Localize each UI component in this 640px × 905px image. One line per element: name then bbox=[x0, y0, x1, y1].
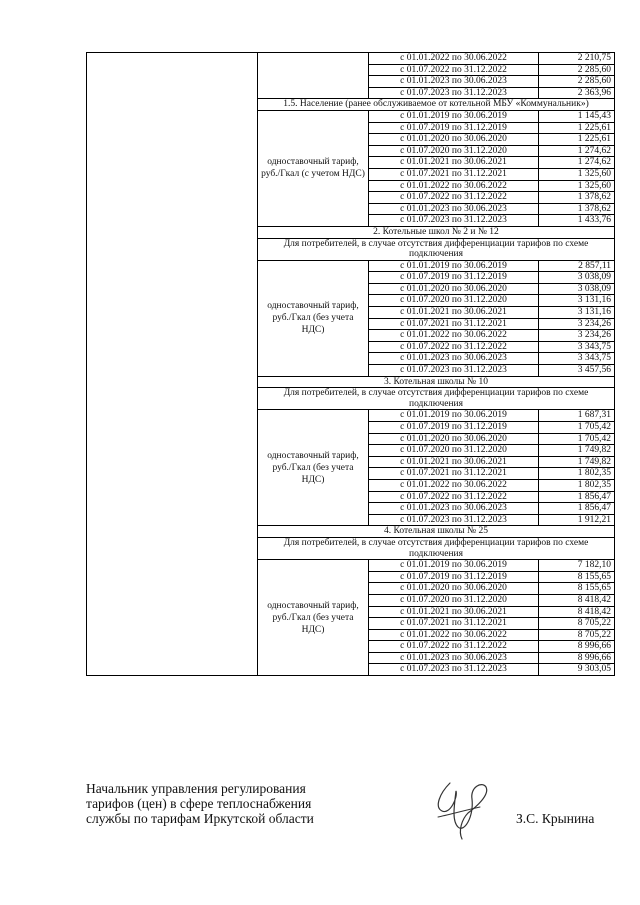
tariff-value-cell: 3 457,56 bbox=[539, 365, 615, 377]
period-cell: с 01.01.2019 по 30.06.2019 bbox=[369, 260, 539, 272]
tariff-value-cell: 2 285,60 bbox=[539, 76, 615, 88]
section-header: Для потребителей, в случае отсутствия дифференциации тарифов по схеме подключения bbox=[258, 238, 615, 260]
section-header: Для потребителей, в случае отсутствия дифференциации тарифов по схеме подключения bbox=[258, 537, 615, 559]
tariff-value-cell: 1 749,82 bbox=[539, 445, 615, 457]
tariff-value-cell: 1 378,62 bbox=[539, 203, 615, 215]
tariff-value-cell: 8 155,65 bbox=[539, 571, 615, 583]
period-cell: с 01.07.2022 по 31.12.2022 bbox=[369, 341, 539, 353]
tariff-value-cell: 3 038,09 bbox=[539, 283, 615, 295]
period-cell: с 01.07.2019 по 31.12.2019 bbox=[369, 272, 539, 284]
tariff-value-cell: 1 325,60 bbox=[539, 180, 615, 192]
tariff-value-cell: 1 856,47 bbox=[539, 503, 615, 515]
period-cell: с 01.01.2022 по 30.06.2022 bbox=[369, 629, 539, 641]
period-cell: с 01.01.2019 по 30.06.2019 bbox=[369, 560, 539, 572]
signatory-title-line: тарифов (цен) в сфере теплоснабжения bbox=[86, 796, 312, 811]
period-cell: с 01.01.2023 по 30.06.2023 bbox=[369, 652, 539, 664]
tariff-value-cell: 7 182,10 bbox=[539, 560, 615, 572]
period-cell: с 01.07.2020 по 31.12.2020 bbox=[369, 295, 539, 307]
tariff-value-cell: 8 418,42 bbox=[539, 606, 615, 618]
period-cell: с 01.01.2023 по 30.06.2023 bbox=[369, 353, 539, 365]
section-header: 1.5. Население (ранее обслуживаемое от котельной МБУ «Коммунальник») bbox=[258, 99, 615, 111]
signatory-title-line: Начальник управления регулирования bbox=[86, 781, 306, 796]
tariff-value-cell: 1 325,60 bbox=[539, 168, 615, 180]
period-cell: с 01.01.2023 по 30.06.2023 bbox=[369, 76, 539, 88]
handwritten-signature bbox=[428, 777, 498, 843]
tariff-value-cell: 3 234,26 bbox=[539, 330, 615, 342]
period-cell: с 01.01.2020 по 30.06.2020 bbox=[369, 283, 539, 295]
signature-block bbox=[86, 781, 595, 851]
tariff-value-cell: 1 802,35 bbox=[539, 468, 615, 480]
tariff-value-cell: 8 418,42 bbox=[539, 594, 615, 606]
tariff-type-label: одноставочный тариф, руб./Гкал (с учетом НДС) bbox=[258, 110, 369, 226]
tariff-value-cell: 2 210,75 bbox=[539, 53, 615, 65]
tariff-value-cell: 1 145,43 bbox=[539, 110, 615, 122]
period-cell: с 01.01.2022 по 30.06.2022 bbox=[369, 479, 539, 491]
period-cell: с 01.07.2023 по 31.12.2023 bbox=[369, 215, 539, 227]
period-cell: с 01.07.2022 по 31.12.2022 bbox=[369, 491, 539, 503]
period-cell: с 01.01.2023 по 30.06.2023 bbox=[369, 503, 539, 515]
tariff-value-cell: 1 912,21 bbox=[539, 514, 615, 526]
tariff-value-cell: 8 155,65 bbox=[539, 583, 615, 595]
blank-left-column bbox=[87, 53, 258, 676]
signatory-title-line: службы по тарифам Иркутской области bbox=[86, 811, 314, 826]
tariff-value-cell: 1 705,42 bbox=[539, 422, 615, 434]
tariff-table bbox=[86, 52, 615, 676]
period-cell: с 01.07.2023 по 31.12.2023 bbox=[369, 664, 539, 676]
period-cell: с 01.07.2021 по 31.12.2021 bbox=[369, 168, 539, 180]
tariff-value-cell: 1 433,76 bbox=[539, 215, 615, 227]
period-cell: с 01.01.2022 по 30.06.2022 bbox=[369, 53, 539, 65]
tariff-value-cell: 1 687,31 bbox=[539, 410, 615, 422]
period-cell: с 01.07.2019 по 31.12.2019 bbox=[369, 422, 539, 434]
signatory-name: З.С. Крынина bbox=[516, 811, 595, 826]
signatory-title bbox=[86, 781, 314, 826]
tariff-value-cell: 1 856,47 bbox=[539, 491, 615, 503]
tariff-type-label: одноставочный тариф, руб./Гкал (без учета НДС) bbox=[258, 260, 369, 376]
period-cell: с 01.01.2021 по 30.06.2021 bbox=[369, 606, 539, 618]
tariff-value-cell: 8 996,66 bbox=[539, 641, 615, 653]
period-cell: с 01.07.2019 по 31.12.2019 bbox=[369, 122, 539, 134]
period-cell: с 01.07.2023 по 31.12.2023 bbox=[369, 365, 539, 377]
tariff-value-cell: 3 131,16 bbox=[539, 307, 615, 319]
tariff-value-cell: 1 705,42 bbox=[539, 433, 615, 445]
period-cell: с 01.07.2019 по 31.12.2019 bbox=[369, 571, 539, 583]
tariff-table-body bbox=[87, 53, 615, 676]
tariff-value-cell: 1 802,35 bbox=[539, 479, 615, 491]
tariff-value-cell: 8 996,66 bbox=[539, 652, 615, 664]
tariff-value-cell: 3 234,26 bbox=[539, 318, 615, 330]
period-cell: с 01.07.2023 по 31.12.2023 bbox=[369, 514, 539, 526]
period-cell: с 01.01.2020 по 30.06.2020 bbox=[369, 583, 539, 595]
period-cell: с 01.01.2020 по 30.06.2020 bbox=[369, 134, 539, 146]
period-cell: с 01.01.2022 по 30.06.2022 bbox=[369, 180, 539, 192]
period-cell: с 01.07.2020 по 31.12.2020 bbox=[369, 445, 539, 457]
period-cell: с 01.07.2023 по 31.12.2023 bbox=[369, 87, 539, 99]
period-cell: с 01.01.2023 по 30.06.2023 bbox=[369, 203, 539, 215]
period-cell: с 01.01.2021 по 30.06.2021 bbox=[369, 307, 539, 319]
tariff-value-cell: 1 274,62 bbox=[539, 145, 615, 157]
tariff-type-label: одноставочный тариф, руб./Гкал (без учета НДС) bbox=[258, 560, 369, 676]
period-cell: с 01.01.2019 по 30.06.2019 bbox=[369, 410, 539, 422]
period-cell: с 01.07.2020 по 31.12.2020 bbox=[369, 594, 539, 606]
section-header: 2. Котельные школ № 2 и № 12 bbox=[258, 226, 615, 238]
tariff-value-cell: 8 705,22 bbox=[539, 618, 615, 630]
period-cell: с 01.07.2021 по 31.12.2021 bbox=[369, 618, 539, 630]
period-cell: с 01.01.2019 по 30.06.2019 bbox=[369, 110, 539, 122]
tariff-value-cell: 9 303,05 bbox=[539, 664, 615, 676]
tariff-value-cell: 2 285,60 bbox=[539, 64, 615, 76]
tariff-value-cell: 3 038,09 bbox=[539, 272, 615, 284]
section-header: 3. Котельная школы № 10 bbox=[258, 376, 615, 388]
period-cell: с 01.01.2022 по 30.06.2022 bbox=[369, 330, 539, 342]
period-cell: с 01.01.2021 по 30.06.2021 bbox=[369, 157, 539, 169]
tariff-value-cell: 3 343,75 bbox=[539, 341, 615, 353]
period-cell: с 01.01.2020 по 30.06.2020 bbox=[369, 433, 539, 445]
tariff-value-cell: 1 225,61 bbox=[539, 134, 615, 146]
period-cell: с 01.07.2020 по 31.12.2020 bbox=[369, 145, 539, 157]
tariff-value-cell: 3 131,16 bbox=[539, 295, 615, 307]
tariff-value-cell: 2 363,96 bbox=[539, 87, 615, 99]
tariff-value-cell: 8 705,22 bbox=[539, 629, 615, 641]
period-cell: с 01.07.2022 по 31.12.2022 bbox=[369, 192, 539, 204]
period-cell: с 01.07.2021 по 31.12.2021 bbox=[369, 318, 539, 330]
tariff-value-cell: 1 274,62 bbox=[539, 157, 615, 169]
tariff-type-label: одноставочный тариф, руб./Гкал (без учета НДС) bbox=[258, 410, 369, 526]
section-header: Для потребителей, в случае отсутствия дифференциации тарифов по схеме подключения bbox=[258, 388, 615, 410]
period-cell: с 01.07.2022 по 31.12.2022 bbox=[369, 64, 539, 76]
period-cell: с 01.07.2022 по 31.12.2022 bbox=[369, 641, 539, 653]
tariff-value-cell: 2 857,11 bbox=[539, 260, 615, 272]
period-cell: с 01.07.2021 по 31.12.2021 bbox=[369, 468, 539, 480]
tariff-value-cell: 1 378,62 bbox=[539, 192, 615, 204]
tariff-value-cell: 1 749,82 bbox=[539, 456, 615, 468]
tariff-type-label bbox=[258, 53, 369, 99]
tariff-value-cell: 1 225,61 bbox=[539, 122, 615, 134]
section-header: 4. Котельная школы № 25 bbox=[258, 526, 615, 538]
period-cell: с 01.01.2021 по 30.06.2021 bbox=[369, 456, 539, 468]
table-row bbox=[87, 53, 615, 65]
tariff-value-cell: 3 343,75 bbox=[539, 353, 615, 365]
